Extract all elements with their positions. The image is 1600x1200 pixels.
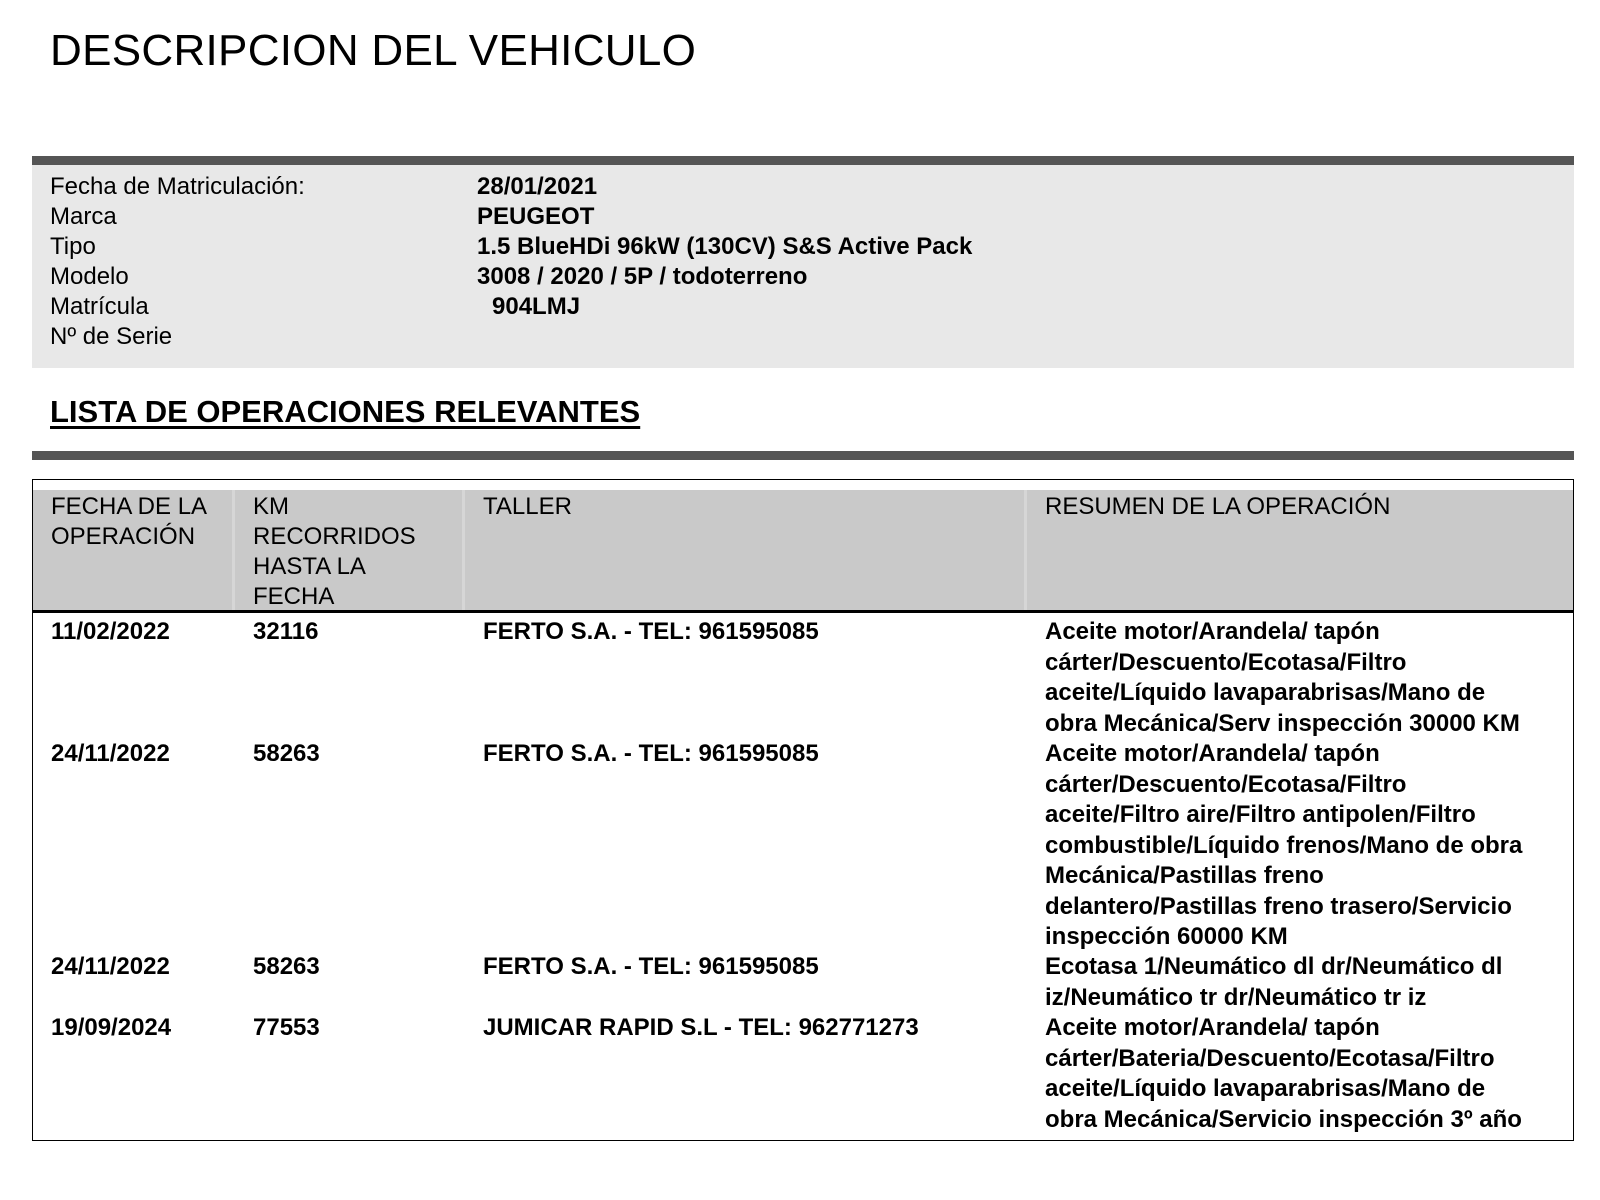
top-divider [32, 156, 1574, 165]
registration-date-value: 28/01/2021 [477, 173, 598, 200]
header-line: FECHA DE LA [51, 493, 208, 520]
model-label: Modelo [50, 263, 129, 290]
page-title: DESCRIPCION DEL VEHICULO [50, 26, 697, 75]
operations-table [32, 479, 1574, 1141]
vehicle-row-model [50, 262, 1550, 292]
row-workshop: FERTO S.A. - TEL: 961595085 [483, 618, 819, 645]
vehicle-row-plate [50, 292, 1550, 322]
row-km: 77553 [253, 1014, 320, 1041]
serial-label: Nº de Serie [50, 323, 173, 350]
summary-line: obra Mecánica/Serv inspección 30000 KM [1045, 709, 1520, 737]
vehicle-info-panel [32, 165, 1574, 368]
summary-line: Aceite motor/Arandela/ tapón [1045, 1014, 1380, 1041]
vehicle-row-registration-date [50, 172, 1550, 202]
header-km [235, 490, 465, 610]
summary-line: aceite/Filtro aire/Filtro antipolen/Filtro [1045, 801, 1476, 828]
row-date: 19/09/2024 [51, 1014, 172, 1041]
brand-value: PEUGEOT [477, 203, 595, 230]
registration-date-label: Fecha de Matriculación: [50, 173, 305, 200]
summary-line: delantero/Pastillas freno trasero/Servicio [1045, 892, 1512, 920]
type-label: Tipo [50, 233, 96, 260]
summary-line: obra Mecánica/Servicio inspección 3º año [1045, 1105, 1522, 1133]
summary-line: combustible/Líquido frenos/Mano de obra [1045, 831, 1523, 859]
header-line: RECORRIDOS [253, 523, 416, 550]
row-km: 32116 [253, 618, 319, 645]
row-km: 58263 [253, 740, 320, 767]
row-workshop: FERTO S.A. - TEL: 961595085 [483, 740, 819, 767]
plate-value: 904LMJ [492, 293, 581, 320]
table-header [33, 490, 1573, 613]
summary-line: Aceite motor/Arandela/ tapón [1045, 618, 1380, 645]
row-summary [1045, 739, 1565, 953]
type-value: 1.5 BlueHDi 96kW (130CV) S&S Active Pack [477, 233, 973, 260]
header-line: OPERACIÓN [51, 523, 196, 550]
vehicle-row-serial [50, 322, 1550, 352]
row-workshop: JUMICAR RAPID S.L - TEL: 962771273 [483, 1014, 919, 1041]
summary-line: inspección 60000 KM [1045, 923, 1288, 950]
brand-label: Marca [50, 203, 117, 230]
header-summary [1027, 490, 1573, 610]
vehicle-row-brand [50, 202, 1550, 232]
model-value: 3008 / 2020 / 5P / todoterreno [477, 263, 808, 290]
summary-line: aceite/Líquido lavaparabrisas/Mano de [1045, 1075, 1486, 1102]
summary-line: iz/Neumático tr dr/Neumático tr iz [1045, 983, 1427, 1011]
header-operation-date [33, 490, 235, 610]
row-km: 58263 [253, 953, 320, 980]
row-date: 24/11/2022 [51, 740, 170, 767]
summary-line: cárter/Bateria/Descuento/Ecotasa/Filtro [1045, 1044, 1495, 1072]
row-summary [1045, 1013, 1565, 1135]
summary-line: Aceite motor/Arandela/ tapón [1045, 740, 1380, 767]
summary-line: cárter/Descuento/Ecotasa/Filtro [1045, 648, 1407, 676]
header-line: HASTA LA [253, 553, 366, 580]
operations-section-title: LISTA DE OPERACIONES RELEVANTES [50, 394, 641, 429]
plate-label: Matrícula [50, 293, 149, 320]
header-workshop [465, 490, 1027, 610]
operations-divider [32, 451, 1574, 460]
header-line: FECHA [253, 583, 335, 610]
summary-line: Ecotasa 1/Neumático dl dr/Neumático dl [1045, 953, 1503, 980]
summary-line: cárter/Descuento/Ecotasa/Filtro [1045, 770, 1407, 798]
row-date: 24/11/2022 [51, 953, 170, 980]
row-summary [1045, 952, 1565, 1013]
row-workshop: FERTO S.A. - TEL: 961595085 [483, 953, 819, 980]
header-line: TALLER [483, 493, 572, 520]
summary-line: aceite/Líquido lavaparabrisas/Mano de [1045, 679, 1486, 706]
header-line: KM [253, 493, 289, 520]
summary-line: Mecánica/Pastillas freno [1045, 862, 1324, 889]
row-summary [1045, 617, 1565, 739]
header-line: RESUMEN DE LA OPERACIÓN [1045, 493, 1391, 520]
vehicle-row-type [50, 232, 1550, 262]
row-date: 11/02/2022 [51, 618, 170, 645]
